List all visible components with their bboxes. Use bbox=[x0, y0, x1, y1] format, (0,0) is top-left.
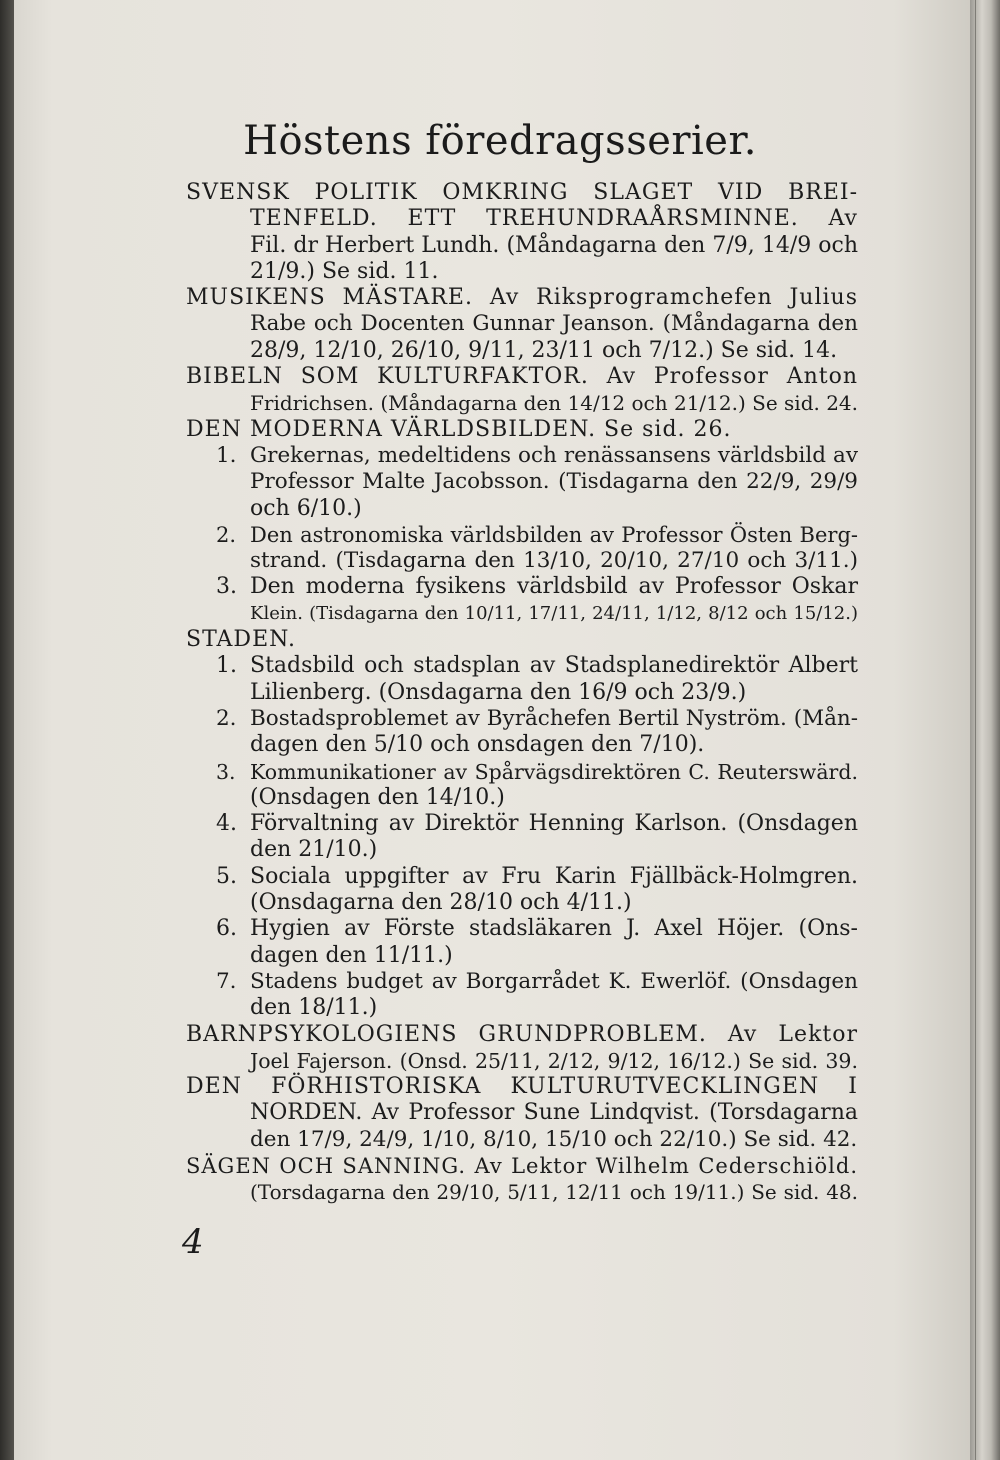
text-line: Lilienberg. (Onsdagarna den 16/9 och 23/9.) bbox=[250, 679, 747, 705]
text-line: SVENSK POLITIK OMKRING SLAGET VID BREI- bbox=[186, 180, 858, 205]
text-line: MUSIKENS MÄSTARE. Av Riksprogramchefen Julius bbox=[186, 285, 858, 311]
series-entry-barnpsykologi bbox=[186, 1022, 858, 1075]
series-entry-varldsbilden bbox=[186, 417, 858, 627]
text-line: BIBELN SOM KULTURFAKTOR. Av Professor Anton bbox=[186, 364, 858, 390]
text-line bbox=[186, 811, 858, 837]
text-line bbox=[186, 759, 858, 785]
series-entry-staden bbox=[186, 627, 858, 1021]
text-line: DEN FÖRHISTORISKA KULTURUTVECKLINGEN I bbox=[186, 1074, 858, 1100]
text-line bbox=[186, 706, 858, 732]
page-number: 4 bbox=[182, 1222, 204, 1262]
item-number: 3. bbox=[216, 759, 236, 784]
text-line: 21/9.) Se sid. 11. bbox=[250, 258, 439, 284]
text-line: Fil. dr Herbert Lundh. (Måndagarna den 7/9, 14/9 och bbox=[250, 232, 858, 258]
text-line: (Onsdagen den 14/10.) bbox=[250, 784, 505, 810]
page-title: Höstens föredragsserier. bbox=[243, 118, 757, 164]
item-number: 2. bbox=[216, 522, 237, 547]
line-text: Hygien av Förste stadsläkaren J. Axel Höjer. (Ons- bbox=[250, 916, 858, 942]
text-line: Klein. (Tisdagarna den 10/11, 17/11, 24/11, 1/12, 8/12 och 15/12.) bbox=[250, 602, 858, 624]
item-number: 3. bbox=[216, 574, 237, 600]
item-number: 7. bbox=[216, 968, 237, 994]
line-text: Kommunikationer av Spårvägsdirektören C. Reuterswärd. bbox=[250, 759, 858, 784]
line-text: Sociala uppgifter av Fru Karin Fjällbäck-Holmgren. bbox=[250, 863, 858, 889]
series-entry-bibeln bbox=[186, 364, 858, 417]
text-line: den 18/11.) bbox=[250, 995, 378, 1021]
line-text: Stadsbild och stadsplan av Stadsplanedirektör Albert bbox=[250, 653, 858, 679]
line-text: Den moderna fysikens världsbild av Professor Oskar bbox=[250, 574, 858, 600]
text-line: Rabe och Docenten Gunnar Jeanson. (Måndagarna den bbox=[250, 311, 858, 337]
item-number: 5. bbox=[216, 863, 237, 889]
line-text: Stadens budget av Borgarrådet K. Ewerlöf. (Onsdagen bbox=[250, 968, 858, 994]
text-line bbox=[186, 522, 858, 548]
text-line: strand. (Tisdagarna den 13/10, 20/10, 27/10 och 3/11.) bbox=[250, 548, 858, 574]
text-line: (Onsdagarna den 28/10 och 4/11.) bbox=[250, 890, 632, 916]
text-line: TENFELD. ETT TREHUNDRAÅRSMINNE. Av bbox=[250, 206, 858, 232]
page-edge-line bbox=[975, 0, 976, 1460]
text-line bbox=[186, 864, 858, 890]
item-number: 2. bbox=[216, 705, 237, 731]
item-number: 1. bbox=[216, 442, 237, 468]
text-line bbox=[186, 443, 858, 469]
section-heading: STADEN. bbox=[186, 627, 296, 653]
text-line: den 21/10.) bbox=[250, 837, 378, 863]
text-line bbox=[186, 916, 858, 942]
text-line: den 17/9, 24/9, 1/10, 8/10, 15/10 och 22/10.) Se sid. 42. bbox=[250, 1126, 858, 1152]
series-entry-forhistoriska bbox=[186, 1074, 858, 1153]
text-line bbox=[186, 653, 858, 679]
section-heading: DEN MODERNA VÄRLDSBILDEN. Se sid. 26. bbox=[186, 416, 732, 442]
text-line: Fridrichsen. (Måndagarna den 14/12 och 21/12.) Se sid. 24. bbox=[250, 391, 859, 416]
text-line: NORDEN. Av Professor Sune Lindqvist. (Torsdagarna bbox=[250, 1100, 858, 1126]
series-entry-sagen bbox=[186, 1153, 858, 1206]
series-entry-svensk-politik bbox=[186, 180, 858, 285]
series-entry-musikens-mastare bbox=[186, 285, 858, 364]
item-number: 1. bbox=[216, 653, 237, 679]
text-line: dagen den 11/11.) bbox=[250, 942, 453, 968]
item-number: 4. bbox=[216, 811, 237, 837]
line-text: Den astronomiska världsbilden av Professor Östen Berg- bbox=[250, 522, 858, 547]
text-line: dagen den 5/10 och onsdagen den 7/10). bbox=[250, 732, 705, 758]
text-line: SÄGEN OCH SANNING. Av Lektor Wilhelm Cederschiöld. bbox=[186, 1153, 858, 1178]
text-line: Professor Malte Jacobsson. (Tisdagarna den 22/9, 29/9 bbox=[250, 469, 858, 495]
text-line bbox=[186, 574, 858, 600]
text-line: 28/9, 12/10, 26/10, 9/11, 23/11 och 7/12.) Se sid. 14. bbox=[250, 337, 838, 363]
text-line: BARNPSYKOLOGIENS GRUNDPROBLEM. Av Lektor bbox=[186, 1021, 858, 1047]
text-line: Joel Fajerson. (Onsd. 25/11, 2/12, 9/12, 16/12.) Se sid. 39. bbox=[250, 1048, 858, 1073]
text-line: (Torsdagarna den 29/10, 5/11, 12/11 och 19/11.) Se sid. 48. bbox=[250, 1180, 858, 1205]
binding-spine bbox=[0, 0, 14, 1460]
text-line bbox=[186, 969, 858, 995]
lecture-series-list bbox=[186, 180, 858, 1206]
text-line: och 6/10.) bbox=[250, 495, 362, 521]
line-text: Förvaltning av Direktör Henning Karlson. (Onsdagen bbox=[250, 811, 858, 837]
line-text: Bostadsproblemet av Byråchefen Bertil Nyström. (Mån- bbox=[250, 705, 859, 731]
item-number: 6. bbox=[216, 916, 237, 942]
line-text: Grekernas, medeltidens och renässansens världsbild av bbox=[250, 442, 858, 468]
